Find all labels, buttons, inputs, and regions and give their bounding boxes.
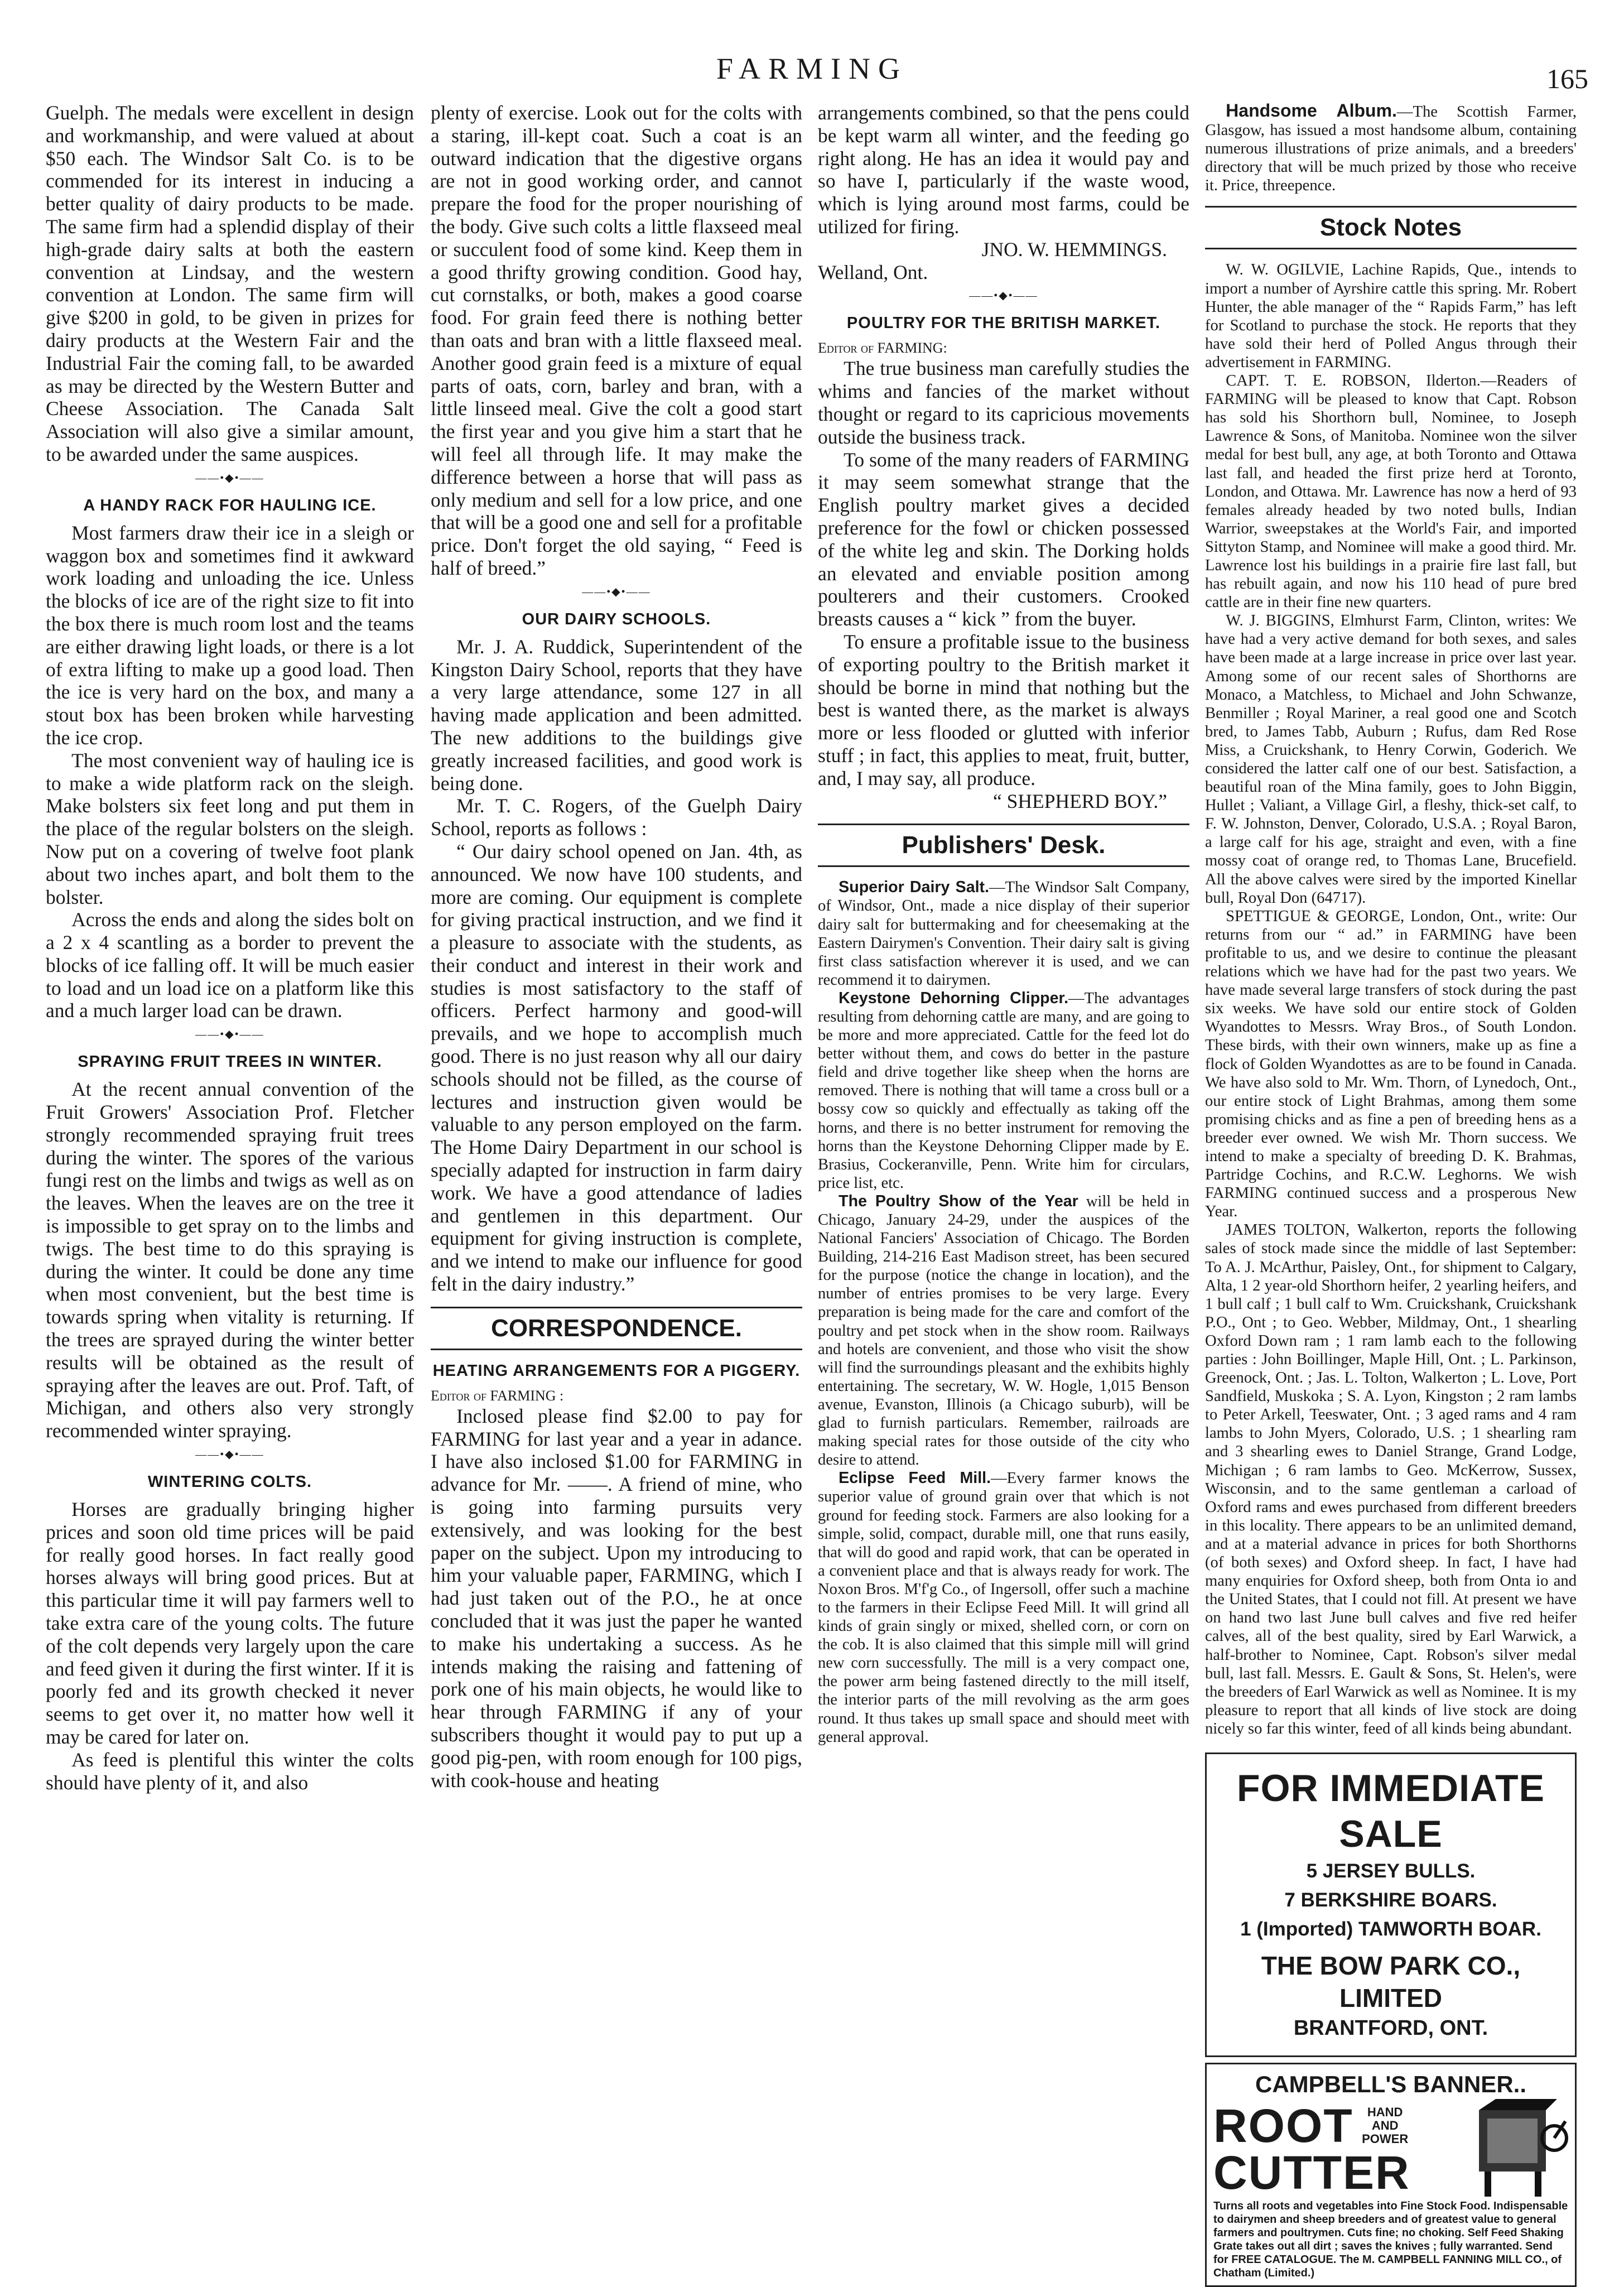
poultry-paragraph: The true business man carefully studies the whims and fancies of the market without thought or regard to its capricious movements outside the business track.	[818, 357, 1189, 448]
stock-note: W. W. OGILVIE, Lachine Rapids, Que., intends to import a number of Ayrshire cattle this spring. Mr. Robert Hunter, the able manager of the “ Rapids Farm,” has left for Scotland to purchase the stock. He reports that they have sold their herd of Polled Angus through their advertisement in FARMING.	[1205, 261, 1577, 371]
dairy-schools-paragraph: Mr. J. A. Ruddick, Superintendent of the Kingston Dairy School, reports that they have a very large attendance, some 127 in all having made application and been admitted. The new additions to the buildings give greatly increased facilities, and good work is being done.	[431, 635, 802, 795]
windsor-salt-paragraph: Guelph. The medals were excellent in design and workmanship, and were valued at about $50 each. The Windsor Salt Co. is to be commended for its interest in inducing a better quality of dairy products to be made. The same firm had a splendid display of their high-grade dairy salts at both the eastern convention at Lindsay, and the western convention at London. The same firm will give $200 in gold, to be given in prizes for dairy products at the Western Fair and the Industrial Fair the coming fall, to be awarded as may be directed by the Western Butter and Cheese Association. The Canada Salt Association will also give a similar amount, to be awarded under the same auspices.	[46, 102, 414, 465]
album-notice	[1205, 102, 1577, 195]
item-text: —The Scottish Farmer, Glasgow, has issued a most handsome album, containing numerous illustrations of prize animals, and a breeders' directory that will be much prized by those who receive it. Price, threepence.	[1205, 103, 1577, 195]
ad-company: THE BOW PARK CO., LIMITED	[1261, 1951, 1521, 2012]
column-2	[431, 102, 802, 1792]
dairy-schools-heading: OUR DAIRY SCHOOLS.	[522, 610, 711, 628]
poultry-paragraph: To some of the many readers of FARMING it may seem somewhat strange that the English poultry market gives a decided preference for the fowl or chicken possessed of the white leg and skin. The Dorking holds an elevated and enviable position among poulterers and their customers. Crooked breasts causes a “ kick ” from the buyer.	[818, 448, 1189, 630]
spraying-heading: SPRAYING FRUIT TREES IN WINTER.	[78, 1053, 382, 1071]
ice-rack-paragraph: The most convenient way of hauling ice is to make a wide platform rack on the sleigh. Make bolsters six feet long and put them in the place of the regular bolsters on the sleigh. Now put on a covering of twelve foot plank about two inches apart, and bolt them to the bolster.	[46, 749, 414, 908]
ice-rack-heading: A HANDY RACK FOR HAULING ICE.	[83, 496, 377, 514]
root-cutter-machine-icon	[1462, 2099, 1568, 2199]
item-text: —Every farmer knows the superior value of ground grain over that which is not ground for feeding stock. Farmers are also looking for a simple, solid, compact, durable mill, one that runs easily, that will do good and rapid work, that can be operated in a convenient place and that is always ready for work. The Noxon Bros. M'f'g Co., of Ingersoll, offer such a machine to the farmers in their Eclipse Feed Mill. It will grind all kinds of grain singly or mixed, shelled corn, or corn on the cob. It is also claimed that this simple mill will grind new corn successfully. The mill is a very compact one, the power arm being fastened directly to the mill itself, the interior parts of the mill revolving as the arm goes round. It thus takes up small space and should meet with general approval.	[818, 1470, 1189, 1746]
root-cutter-advertisement	[1205, 2063, 1577, 2287]
publishers-item	[818, 878, 1189, 989]
ice-rack-paragraph: Most farmers draw their ice in a sleigh or waggon box and sometimes find it awkward work loading and unloading the ice. Unless the blocks of ice are of the right size to fit into the box there is much room lost and the teams are either drawing light loads, or there is a lot of extra lifting to make up a good load. Then the ice is very hard on the box, and many a stout box has been broken while harvesting the ice crop.	[46, 521, 414, 749]
editor-salutation: Editor of FARMING :	[431, 1387, 564, 1404]
publishers-item	[818, 1192, 1189, 1469]
item-lead: Handsome Album.	[1226, 100, 1397, 121]
ad-city: BRANTFORD, ONT.	[1293, 2016, 1488, 2040]
poultry-heading: POULTRY FOR THE BRITISH MARKET.	[846, 314, 1161, 333]
signature-place: Welland, Ont.	[818, 261, 928, 283]
stock-note: SPETTIGUE & GEORGE, London, Ont., write: Our returns from our “ ad.” in FARMING have been profitable to us, and we desire to continue the pleasant relations which we have had for the past two years. We have made several large transfers of stock during the past six weeks. We have sold our entire stock of Golden Wyandottes to Messrs. Wray Bros., of South London. These birds, with their own winners, make up as fine a flock of Golden Wyandottes as are to be found in Canada. We have also sold to Mr. Wm. Thorn, of Lynedoch, Ont., our entire stock of Light Brahmas, among them some promising chicks and as fine a pen of breeding hens as a breeder ever owned. We wish Mr. Thorn success. We intend to make a specialty of breeding D. K. Brahmas, Partridge Cochins, and R.C.W. Leghorns. We wish FARMING continued success and a prosperous New Year.	[1205, 907, 1577, 1221]
stock-note: W. J. BIGGINS, Elmhurst Farm, Clinton, writes: We have had a very active demand for both sexes, and sales have been made at a large increase in price over last year. Among some of our recent sales of Shorthorns are Monaco, a Matchless, to Michael and John Schwanze, Benmiller ; Royal Mariner, a real good one and Scotch bred, to James Tabb, Auburn ; Rufus, dam Red Rose Miss, a Cruickshank, to Henry Corwin, Goderich. We considered the latter calf one of our best. Satisfaction, a beautiful roan of the Mina family, goes to John Biggin, Hullet ; Valiant, a Village Girl, a fleshy, thick-set calf, to F. W. Johnston, Denver, Colorado, U.S.A. ; Royal Baron, a large calf for his age, straight and even, with a fine mossy coat of orange red, to Thomas Lane, Brucefield. All the above calves were sired by the imported Kinellar bull, Royal Don (64717).	[1205, 612, 1577, 907]
ad-line: 1 (Imported) TAMWORTH BOAR.	[1240, 1918, 1541, 1940]
ornament-divider: ——•◆•——	[195, 1028, 264, 1041]
ice-rack-paragraph: Across the ends and along the sides bolt on a 2 x 4 scantling as a border to prevent the blocks of ice falling off. It will be much easier to load and un load ice on a platform like this and a much larger load can be drawn.	[46, 908, 414, 1022]
item-lead: Keystone Dehorning Clipper.	[838, 989, 1069, 1007]
ad-line: 7 BERKSHIRE BOARS.	[1284, 1889, 1497, 1911]
item-lead: Eclipse Feed Mill.	[838, 1469, 991, 1487]
bow-park-advertisement	[1205, 1752, 1577, 2057]
ad-root-word: ROOT	[1213, 2099, 1353, 2152]
ad-hand-power: HAND AND POWER	[1362, 2105, 1409, 2146]
item-text: will be held in Chicago, January 24-29, under the auspices of the National Fanciers' Association of Chicago. The Borden Building, 214-216 East Madison street, has been secured for the purpose (notice the change in location), and the number of entries promises to be very large. Every preparation is being made for the care and comfort of the poultry and pet stock when in the show room. Railways and hotels are convenient, and those who visit the show will find the surroundings pleasant and the exhibits highly entertaining. The secretary, W. W. Hogle, 1,015 Benson avenue, Evanston, Illinois (a Chicago suburb), will be glad to furnish particulars. Remember, railroads are making special rates for those outside of the city who desire to attend.	[818, 1192, 1189, 1469]
piggery-continued-paragraph: arrangements combined, so that the pens could be kept warm all winter, and the feeding go right along. He has an idea it would pay and so have I, particularly if the waste wood, which is lying around most farms, could be utilized for firing.	[818, 102, 1189, 238]
item-lead: The Poultry Show of the Year	[838, 1192, 1078, 1210]
publishers-desk-banner: Publishers' Desk.	[818, 824, 1189, 867]
signature: “ SHEPHERD BOY.”	[993, 789, 1167, 812]
publishers-item	[818, 1469, 1189, 1746]
piggery-paragraph: Inclosed please find $2.00 to pay for FARMING for last year and a year in adance. I have also inclosed $1.00 for FARMING in advance for Mr. ——. A friend of mine, who is going into farming pursuits very extensively, and was looking for the best paper on the subject. Upon my introducing to him your valuable paper, FARMING, which I had just taken out of the P.O., he at once concluded that it was just the paper he wanted to make his undertaking a success. As he intends making the raising and fattening of pork one of his main objects, he would like to hear through FARMING if any of your subscribers thought it would pay to put up a good pig-pen, with room enough for 100 pigs, with cook-house and heating	[431, 1404, 802, 1792]
dairy-schools-paragraph: Mr. T. C. Rogers, of the Guelph Dairy School, reports as follows :	[431, 795, 802, 840]
dairy-schools-paragraph: “ Our dairy school opened on Jan. 4th, as announced. We now have 100 students, and more are coming. Our equipment is complete for giving practical instruction, and we find it a pleasure to associate with the students, as their conduct and interest in their work and studies is most satisfactory to the staff of officers. Perfect harmony and good-will prevails, and we hope to accomplish much good. There is no just reason why all our dairy schools should not be filled, as the course of lectures and instruction given would be valuable to any person employed on the farm. The Home Dairy Department in our school is specially adapted for instruction in farm dairy work. We have a good attendance of ladies and gentlemen in this department. Our equipment for giving instruction is complete, and we intend to make our influence for good felt in the dairy industry.”	[431, 840, 802, 1296]
ornament-divider: ——•◆•——	[582, 585, 651, 598]
stock-note: CAPT. T. E. ROBSON, Ilderton.—Readers of FARMING will be pleased to know that Capt. Robson has sold his Shorthorn bull, Nominee, to Joseph Lawrence & Sons, of Manitoba. Nominee won the silver medal for best bull, any age, at both Toronto and Ottawa last fall, and headed the first prize herd at Toronto, London, and Ottawa. Mr. Lawrence has now a herd of 93 females already headed by two noted bulls, Indian Warrior, sweepstakes at the World's Fair, and imported Sittyton Stamp, and Nominee will make a good third. Mr. Lawrence lost his buildings in a prairie fire last fall, but has rebuilt again, and now his 110 head of pure bred cattle are in their fine new quarters.	[1205, 372, 1577, 612]
signature: JNO. W. HEMMINGS.	[981, 238, 1167, 261]
stock-notes-banner: Stock Notes	[1205, 206, 1577, 249]
column-1	[46, 102, 414, 1794]
colts-paragraph: As feed is plentiful this winter the colts should have plenty of it, and also	[46, 1748, 414, 1794]
ad-banner: CAMPBELL'S BANNER..	[1255, 2071, 1526, 2097]
colts-continued-paragraph: plenty of exercise. Look out for the colts with a staring, ill-kept coat. Such a coat is an outward indication that the digestive organs are not in good working order, and cannot prepare the food for the proper nourishing of the body. Give such colts a little flaxseed meal or succulent food of some kind. Keep them in a good thrifty growing condition. Good hay, cut cornstalks, or both, makes a good coarse food. For grain feed there is nothing better than oats and bran with a little flaxseed meal. Another good grain feed is a mixture of equal parts of oats, corn, barley and bran, with a little linseed meal. Give the colt a good start the first year and you give him a start that he will feel all through life. It may make the difference between a horse that will pass as only medium and sell for a low price, and one that will be a good one and sell for a profitable price. Don't forget the old saying, “ Feed is half of breed.”	[431, 102, 802, 579]
colts-paragraph: Horses are gradually bringing higher prices and soon old time prices will be paid for really good horses. In fact really good horses always will bring good prices. But at this particular time it will pay farmers well to take extra care of the young colts. The future of the colt depends very largely upon the care and feed given it during the first winter. If it is poorly fed and its growth checked it never seems to get over it, no matter how well it may be cared for later on.	[46, 1498, 414, 1748]
ornament-divider: ——•◆•——	[969, 290, 1038, 302]
piggery-heading: HEATING ARRANGEMENTS FOR A PIGGERY.	[432, 1361, 801, 1380]
publishers-item	[818, 989, 1189, 1192]
item-lead: Superior Dairy Salt.	[838, 878, 990, 897]
ad-headline: FOR IMMEDIATE SALE	[1237, 1766, 1545, 1855]
page-number: 165	[1546, 63, 1588, 94]
item-text: —The Windsor Salt Company, of Windsor, Ont., made a nice display of their superior dairy salt for buttermaking and for cheesemaking at the Eastern Dairymen's Convention. Their dairy salt is giving first class satisfaction wherever it is used, and we can recommend it to dairymen.	[818, 879, 1189, 989]
item-text: —The advantages resulting from dehorning cattle are many, and are going to be more and more appreciated. Cattle for the feed lot do better without them, and cows do better in the pasture field and drive together like sheep when the horns are removed. There is nothing that will tame a cross bull or a bossy cow so quickly and effectually as taking off the horns, and there is no better instrument for removing the horns than the Keystone Dehorning Clipper made by E. Brasius, Cockeranville, Penn. Write him for circulars, price list, etc.	[818, 989, 1189, 1192]
column-4	[1205, 102, 1577, 2287]
ad-line: 5 JERSEY BULLS.	[1306, 1860, 1476, 1882]
ad-cutter-word: CUTTER	[1213, 2146, 1410, 2199]
page-title: FARMING	[716, 52, 908, 85]
correspondence-banner: CORRESPONDENCE.	[431, 1307, 802, 1350]
ornament-divider: ——•◆•——	[195, 471, 264, 484]
stock-note: JAMES TOLTON, Walkerton, reports the following sales of stock made since the middle of last September: To A. J. McArthur, Paisley, Ont., for shipment to Calgary, Alta, 1 2 year-old Shorthorn heifer, 2 yearling heifers, and 1 bull calf ; 1 bull calf to Wm. Cruickshank, Cruickshank P.O., Ont ; to Geo. Webber, Mildmay, Ont., 1 shearling Oxford Down ram ; 1 ram lamb each to the following parties : John Boillinger, Maple Hill, Ont. ; L. Parkinson, Greenock, Ont. ; Jas. L. Tolton, Walkerton ; L. Love, Port Sandfield, Muskoka ; S. A. Lyon, Kingston ; 2 ram lambs to Peter Arkell, Teeswater, Ont. ; 3 aged rams and 4 ram lambs to John Myers, Colorado, U.S. ; 1 shearling ram and 3 shearling ewes to Daniel Strange, Grand Lodge, Michigan ; 6 ram lambs to Geo. McKerrow, Sussex, Wisconsin, and to the same gentleman a carload of Oxford rams and ewes purchased from different breeders in this locality. There appears to be an unlimited demand, and at a material advance in prices for both Shorthorns (of both sexes) and Oxford sheep. In fact, I have had many enquiries for Oxford sheep, both from Onta io and the United States, that I could not fill. At present we have on hand two last June bull calves and five red heifer calves, all of the best quality, sired by Earl Warwick, a half-brother to Nominee, Capt. Robson's silver medal bull, last fall. Messrs. E. Gault & Sons, St. Helen's, were the breeders of Earl Warwick as well as Nominee. It is my pleasure to report that all kinds of live stock are doing nicely so far this winter, feed of all kinds being abundant.	[1205, 1221, 1577, 1737]
spraying-paragraph: At the recent annual convention of the Fruit Growers' Association Prof. Fletcher strongly recommended spraying fruit trees during the winter. The spores of the various fungi rest on the limbs and twigs as well as on the leaves. When the leaves are on the tree it is impossible to get spray on to the limbs and twigs. The best time to do this spraying is during the winter. It could be done any time when most convenient, but the best time is towards spring when vitality is returning. If the trees are sprayed during the winter better results will be obtained as the result of spraying after the leaves are out. Prof. Taft, of Michigan, and others also very strongly recommended winter spraying.	[46, 1078, 414, 1442]
ornament-divider: ——•◆•——	[195, 1448, 264, 1461]
column-3	[818, 102, 1189, 1746]
editor-salutation: Editor of FARMING:	[818, 340, 947, 357]
ad-fine-print: Turns all roots and vegetables into Fine Stock Food. Indispensable to dairymen and sheep breeders and of greatest value to general farmers and poultrymen. Cuts fine; no choking. Self Feed Shaking Grate takes out all dirt ; saves the knives ; fully warranted. Send for FREE CATALOGUE. The M. CAMPBELL FANNING MILL CO., of Chatham (Limited.)	[1213, 2199, 1568, 2279]
poultry-paragraph: To ensure a profitable issue to the business of exporting poultry to the British market it should be borne in mind that nothing but the best is wanted there, as the market is always more or less flooded or glutted with inferior stuff ; in fact, this applies to meat, fruit, butter, and, I may say, all produce.	[818, 630, 1189, 789]
colts-heading: WINTERING COLTS.	[147, 1473, 312, 1491]
